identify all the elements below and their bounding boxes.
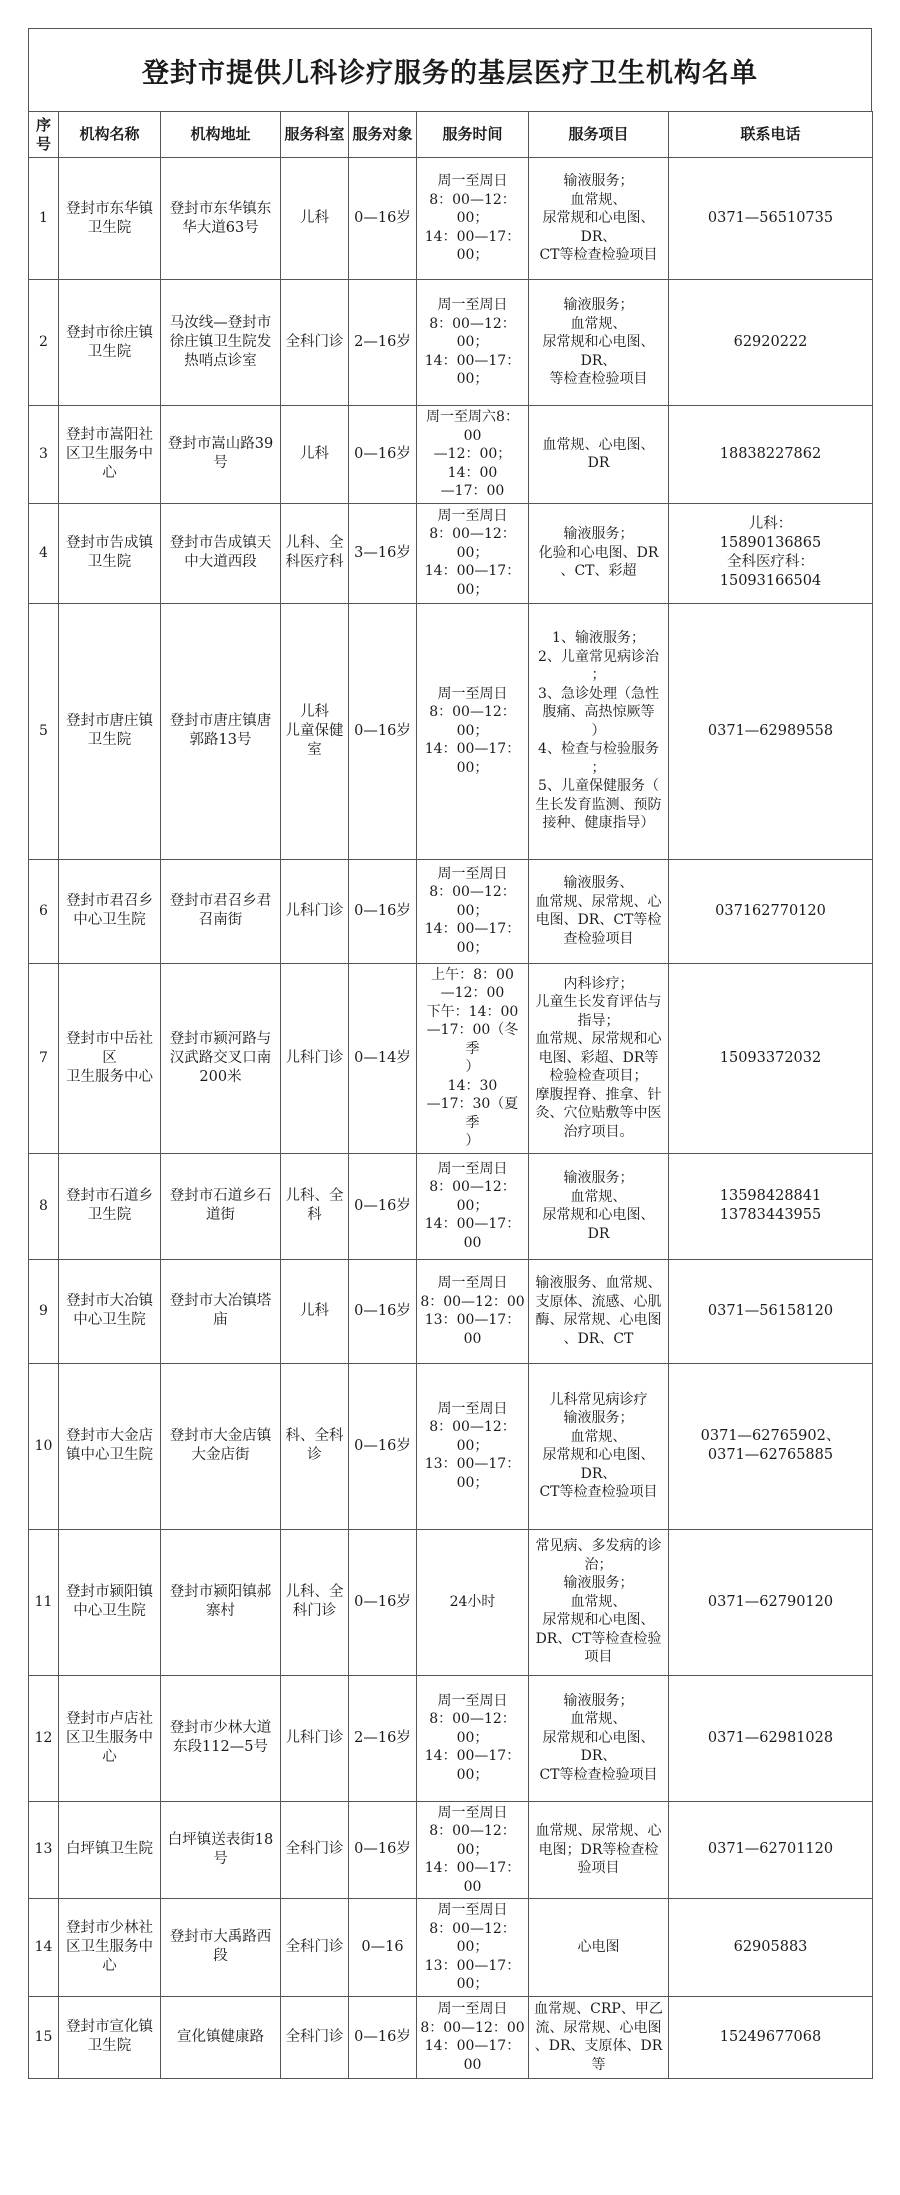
header-target: 服务对象 <box>349 112 417 158</box>
cell-phone: 62905883 <box>669 1899 873 1997</box>
cell-target: 0—16岁 <box>349 1529 417 1675</box>
cell-phone: 13598428841 13783443955 <box>669 1153 873 1259</box>
institution-table <box>28 111 873 2079</box>
title-box <box>28 28 872 111</box>
cell-time: 周一至周日 8：00—12：00； 14：00—17：00 <box>417 1153 529 1259</box>
cell-address: 登封市唐庄镇唐 郭路13号 <box>161 603 281 859</box>
cell-phone: 62920222 <box>669 280 873 406</box>
cell-items: 血常规、心电图、 DR <box>529 406 669 504</box>
cell-name: 登封市东华镇 卫生院 <box>59 158 161 280</box>
cell-items: 输液服务、 血常规、尿常规、心 电图、DR、CT等检 查检验项目 <box>529 859 669 963</box>
cell-name: 登封市宣化镇 卫生院 <box>59 1996 161 2078</box>
cell-address: 登封市颍阳镇郝 寨村 <box>161 1529 281 1675</box>
cell-items: 血常规、尿常规、心 电图；DR等检查检 验项目 <box>529 1801 669 1899</box>
cell-address: 登封市少林大道 东段112—5号 <box>161 1675 281 1801</box>
table-row <box>29 158 873 280</box>
cell-name: 登封市大金店 镇中心卫生院 <box>59 1363 161 1529</box>
table-row <box>29 280 873 406</box>
header-items: 服务项目 <box>529 112 669 158</box>
table-row <box>29 1363 873 1529</box>
cell-dept: 儿科 <box>281 1259 349 1363</box>
cell-dept: 儿科、全 科医疗科 <box>281 503 349 603</box>
cell-items: 1、输液服务； 2、儿童常见病诊治 ； 3、急诊处理（急性 腹痛、高热惊厥等 ） 4、检查与检验服务 ； 5、儿童保健服务（ 生长发育监测、预防 接种、健康指导） <box>529 603 669 859</box>
cell-phone: 15093372032 <box>669 963 873 1153</box>
cell-name: 登封市嵩阳社 区卫生服务中 心 <box>59 406 161 504</box>
cell-seq: 8 <box>29 1153 59 1259</box>
cell-address: 登封市君召乡君 召南街 <box>161 859 281 963</box>
cell-time: 周一至周日 8：00—12：00； 14：00—17：00； <box>417 1675 529 1801</box>
cell-dept: 儿科门诊 <box>281 963 349 1153</box>
cell-target: 3—16岁 <box>349 503 417 603</box>
cell-items: 输液服务； 血常规、 尿常规和心电图、 DR <box>529 1153 669 1259</box>
cell-name: 登封市徐庄镇 卫生院 <box>59 280 161 406</box>
cell-dept: 儿科门诊 <box>281 1675 349 1801</box>
cell-time: 周一至周日 8：00—12：00； 14：00—17：00； <box>417 603 529 859</box>
cell-name: 登封市少林社 区卫生服务中 心 <box>59 1899 161 1997</box>
cell-target: 0—16岁 <box>349 603 417 859</box>
cell-name: 白坪镇卫生院 <box>59 1801 161 1899</box>
cell-time: 周一至周日 8：00—12：00； 14：00—17：00； <box>417 503 529 603</box>
cell-seq: 15 <box>29 1996 59 2078</box>
cell-time: 周一至周六8：00 —12：00；14：00 —17：00 <box>417 406 529 504</box>
cell-dept: 全科门诊 <box>281 1801 349 1899</box>
cell-dept: 全科门诊 <box>281 280 349 406</box>
cell-target: 0—16岁 <box>349 859 417 963</box>
cell-items: 心电图 <box>529 1899 669 1997</box>
header-address: 机构地址 <box>161 112 281 158</box>
page-title: 登封市提供儿科诊疗服务的基层医疗卫生机构名单 <box>142 57 758 89</box>
cell-dept: 儿科门诊 <box>281 859 349 963</box>
header-time: 服务时间 <box>417 112 529 158</box>
cell-seq: 9 <box>29 1259 59 1363</box>
cell-items: 输液服务； 血常规、 尿常规和心电图、 DR、 等检查检验项目 <box>529 280 669 406</box>
cell-phone: 18838227862 <box>669 406 873 504</box>
cell-phone: 0371—62765902、 0371—62765885 <box>669 1363 873 1529</box>
cell-time: 上午：8：00 —12：00 下午：14：00 —17：00（冬季 ） 14：30 —17：30（夏季 ） <box>417 963 529 1153</box>
cell-time: 24小时 <box>417 1529 529 1675</box>
cell-time: 周一至周日 8：00—12：00； 14：00—17： 00 <box>417 1801 529 1899</box>
cell-time: 周一至周日 8：00—12：00； 13：00—17：00； <box>417 1363 529 1529</box>
cell-dept: 全科门诊 <box>281 1899 349 1997</box>
cell-address: 宣化镇健康路 <box>161 1996 281 2078</box>
table-row <box>29 1675 873 1801</box>
cell-seq: 6 <box>29 859 59 963</box>
cell-address: 登封市颍河路与 汉武路交叉口南 200米 <box>161 963 281 1153</box>
cell-seq: 14 <box>29 1899 59 1997</box>
header-name: 机构名称 <box>59 112 161 158</box>
cell-seq: 3 <box>29 406 59 504</box>
cell-target: 0—16岁 <box>349 1153 417 1259</box>
table-row <box>29 859 873 963</box>
cell-target: 0—16岁 <box>349 1996 417 2078</box>
cell-address: 白坪镇送表街18 号 <box>161 1801 281 1899</box>
cell-phone: 儿科： 15890136865 全科医疗科： 15093166504 <box>669 503 873 603</box>
cell-time: 周一至周日 8：00—12：00； 14：00—17：00； <box>417 280 529 406</box>
cell-dept: 全科门诊 <box>281 1996 349 2078</box>
cell-time: 周一至周日 8：00—12：00 14：00—17：00 <box>417 1996 529 2078</box>
cell-seq: 11 <box>29 1529 59 1675</box>
cell-dept: 科、全科诊 <box>281 1363 349 1529</box>
table-row <box>29 503 873 603</box>
cell-dept: 儿科、全 科门诊 <box>281 1529 349 1675</box>
cell-target: 0—16岁 <box>349 1801 417 1899</box>
cell-target: 0—16岁 <box>349 1259 417 1363</box>
cell-seq: 13 <box>29 1801 59 1899</box>
cell-target: 0—16岁 <box>349 158 417 280</box>
cell-time: 周一至周日 8：00—12：00； 14：00—17：00； <box>417 158 529 280</box>
cell-address: 登封市大禹路西 段 <box>161 1899 281 1997</box>
cell-target: 2—16岁 <box>349 280 417 406</box>
header-dept: 服务科室 <box>281 112 349 158</box>
table-row <box>29 1153 873 1259</box>
cell-seq: 7 <box>29 963 59 1153</box>
document-page <box>28 28 872 2079</box>
cell-time: 周一至周日 8：00—12：00； 13：00—17：00； <box>417 1899 529 1997</box>
table-header-row <box>29 112 873 158</box>
cell-items: 血常规、CRP、甲乙 流、尿常规、心电图 、DR、支原体、DR等 <box>529 1996 669 2078</box>
table-row <box>29 963 873 1153</box>
cell-items: 输液服务、血常规、 支原体、流感、心肌 酶、尿常规、心电图 、DR、CT <box>529 1259 669 1363</box>
cell-phone: 0371—62989558 <box>669 603 873 859</box>
cell-address: 登封市石道乡石 道街 <box>161 1153 281 1259</box>
cell-name: 登封市卢店社 区卫生服务中 心 <box>59 1675 161 1801</box>
cell-target: 0—16岁 <box>349 1363 417 1529</box>
cell-seq: 10 <box>29 1363 59 1529</box>
cell-dept: 儿科 <box>281 406 349 504</box>
table-row <box>29 1259 873 1363</box>
cell-name: 登封市石道乡 卫生院 <box>59 1153 161 1259</box>
cell-dept: 儿科、全 科 <box>281 1153 349 1259</box>
cell-dept: 儿科 儿童保健 室 <box>281 603 349 859</box>
cell-address: 登封市大金店镇 大金店街 <box>161 1363 281 1529</box>
cell-items: 输液服务； 化验和心电图、DR 、CT、彩超 <box>529 503 669 603</box>
cell-items: 儿科常见病诊疗 输液服务； 血常规、 尿常规和心电图、 DR、 CT等检查检验项目 <box>529 1363 669 1529</box>
cell-items: 输液服务； 血常规、 尿常规和心电图、 DR、 CT等检查检验项目 <box>529 1675 669 1801</box>
cell-phone: 0371—56510735 <box>669 158 873 280</box>
cell-time: 周一至周日 8：00—12：00； 14：00—17：00； <box>417 859 529 963</box>
cell-phone: 0371—62981028 <box>669 1675 873 1801</box>
cell-items: 内科诊疗； 儿童生长发育评估与 指导； 血常规、尿常规和心 电图、彩超、DR等 检验检查项目； 摩腹捏脊、推拿、针 灸、穴位贴敷等中医 治疗项目。 <box>529 963 669 1153</box>
cell-seq: 4 <box>29 503 59 603</box>
header-phone: 联系电话 <box>669 112 873 158</box>
cell-name: 登封市颍阳镇 中心卫生院 <box>59 1529 161 1675</box>
table-row <box>29 1529 873 1675</box>
cell-target: 0—16岁 <box>349 406 417 504</box>
cell-name: 登封市唐庄镇 卫生院 <box>59 603 161 859</box>
cell-phone: 0371—62701120 <box>669 1801 873 1899</box>
cell-name: 登封市中岳社 区 卫生服务中心 <box>59 963 161 1153</box>
cell-name: 登封市君召乡 中心卫生院 <box>59 859 161 963</box>
cell-address: 登封市嵩山路39 号 <box>161 406 281 504</box>
cell-address: 马汝线—登封市 徐庄镇卫生院发 热哨点诊室 <box>161 280 281 406</box>
header-seq: 序 号 <box>29 112 59 158</box>
cell-seq: 5 <box>29 603 59 859</box>
table-row <box>29 603 873 859</box>
cell-target: 2—16岁 <box>349 1675 417 1801</box>
cell-name: 登封市告成镇 卫生院 <box>59 503 161 603</box>
cell-seq: 1 <box>29 158 59 280</box>
cell-seq: 2 <box>29 280 59 406</box>
table-row <box>29 1899 873 1997</box>
cell-phone: 0371—62790120 <box>669 1529 873 1675</box>
cell-seq: 12 <box>29 1675 59 1801</box>
table-row <box>29 406 873 504</box>
cell-phone: 0371—56158120 <box>669 1259 873 1363</box>
cell-items: 输液服务； 血常规、 尿常规和心电图、 DR、 CT等检查检验项目 <box>529 158 669 280</box>
cell-address: 登封市大冶镇塔 庙 <box>161 1259 281 1363</box>
cell-items: 常见病、多发病的诊 治； 输液服务； 血常规、 尿常规和心电图、 DR、CT等检查检验 项目 <box>529 1529 669 1675</box>
table-row <box>29 1996 873 2078</box>
cell-name: 登封市大冶镇 中心卫生院 <box>59 1259 161 1363</box>
table-row <box>29 1801 873 1899</box>
cell-address: 登封市告成镇天 中大道西段 <box>161 503 281 603</box>
cell-phone: 037162770120 <box>669 859 873 963</box>
cell-dept: 儿科 <box>281 158 349 280</box>
cell-address: 登封市东华镇东 华大道63号 <box>161 158 281 280</box>
cell-target: 0—14岁 <box>349 963 417 1153</box>
cell-time: 周一至周日 8：00—12：00 13：00—17：00 <box>417 1259 529 1363</box>
cell-phone: 15249677068 <box>669 1996 873 2078</box>
cell-target: 0—16 <box>349 1899 417 1997</box>
